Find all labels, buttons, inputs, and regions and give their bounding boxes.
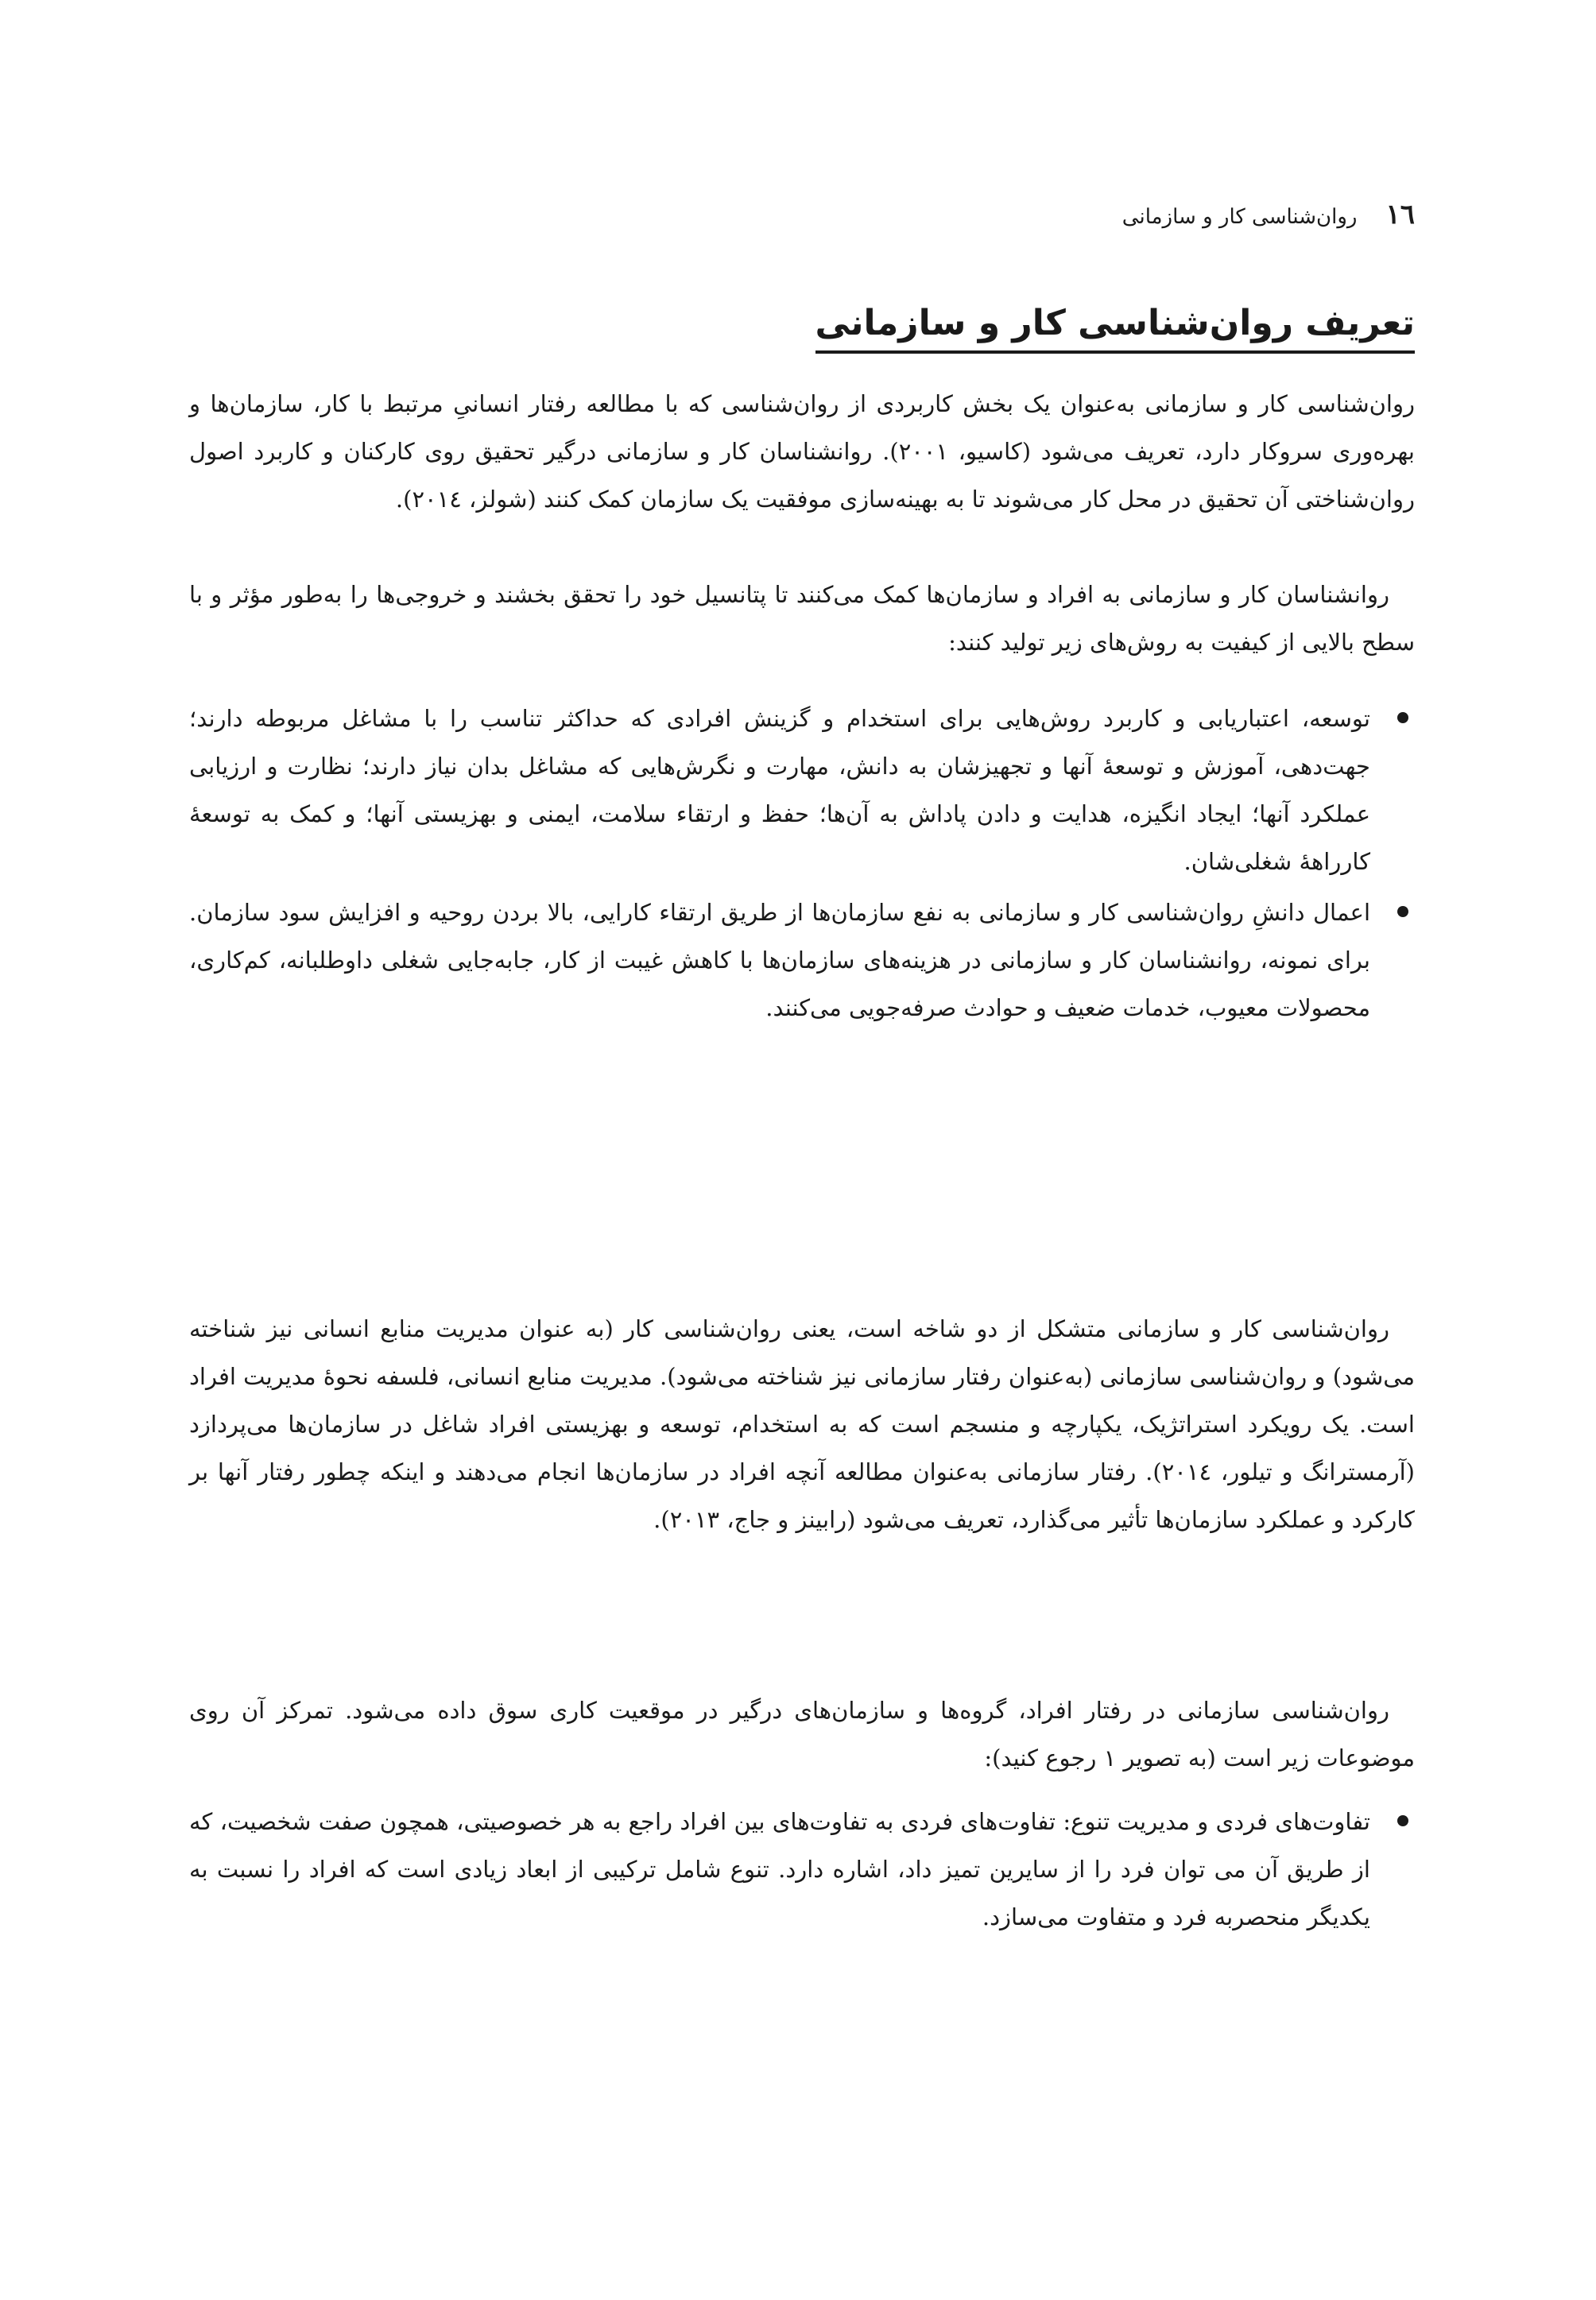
- running-header: [1122, 199, 1415, 230]
- paragraph-1: روان‌شناسی کار و سازمانی به‌عنوان یک بخش کاربردی از روان‌شناسی که با مطالعه رفتار انسانیِ مرتبط با کار، سازمان‌ها و بهره‌وری سروکار دارد، تعریف می‌شود (کاسیو، ٢٠٠١). روانشناسان کار و سازمانی درگیر تحقیق روی کارکنان و کاربرد اصول روان‌شناختی آن تحقیق در محل کار می‌شوند تا به بهینه‌سازی موفقیت یک سازمان کمک کنند (شولز، ٢٠١٤).: [189, 390, 1415, 513]
- paragraph-3: روان‌شناسی کار و سازمانی متشکل از دو شاخه است، یعنی روان‌شناسی کار (به عنوان مدیریت منابع انسانی نیز شناخته می‌شود) و روان‌شناسی سازمانی (به‌عنوان رفتار سازمانی نیز شناخته می‌شود). مدیریت منابع انسانی، فلسفه نحوهٔ مدیریت افراد است. یک رویکرد استراتژیک، یکپارچه و منسجم است که به استخدام، توسعه و بهزیستی افراد شاغل در سازمان‌ها می‌پردازد (آرمسترانگ و تیلور، ٢٠١٤). رفتار سازمانی به‌عنوان مطالعه آنچه افراد در سازمان‌ها انجام می‌دهند و اینکه چطور رفتار آنها بر کارکرد و عملکرد سازمان‌ها تأثیر می‌گذارد، تعریف می‌شود (رابینز و جاج، ٢٠١٣).: [189, 1315, 1415, 1533]
- page-number: ١٦: [1385, 199, 1415, 230]
- bullet-list-2: [189, 1798, 1415, 1941]
- section-heading: تعریف روان‌شناسی کار و سازمانی: [815, 300, 1416, 354]
- list-item-text: توسعه، اعتباریابی و کاربرد روش‌هایی برای استخدام و گزینش افرادی که حداکثر تناسب را با مشاغل مربوطه دارند؛ جهت‌دهی، آموزش و توسعهٔ آنها و تجهیزشان به دانش، مهارت و نگرش‌هایی که مشاغل بدان نیاز دارند؛ نظارت و ارزیابی عملکرد آنها؛ ایجاد انگیزه، هدایت و دادن پاداش به آن‌ها؛ حفظ و ارتقاء سلامت، ایمنی و بهزیستی آنها؛ و کمک به توسعهٔ کارراههٔ شغلی‌شان.: [189, 705, 1370, 875]
- bullet-list-1: [189, 695, 1415, 1032]
- list-item: [189, 889, 1415, 1032]
- book-title: روان‌شناسی کار و سازمانی: [1121, 205, 1358, 229]
- list-item-text: تفاوت‌های فردی و مدیریت تنوع: تفاوت‌های فردی به تفاوت‌های بین افراد راجع به هر خصوصیتی، همچون صفت شخصیت، که از طریق آن می توان فرد را از سایرین تمیز داد، اشاره دارد. تنوع شامل ترکیبی از ابعاد زیادی است که افراد را نسبت به یکدیگر منحصربه فرد و متفاوت می‌سازد.: [189, 1808, 1370, 1930]
- list-item: [189, 1798, 1415, 1941]
- bullet-icon: [1397, 1815, 1408, 1826]
- list-item: [189, 695, 1415, 885]
- bullet-icon: [1397, 712, 1408, 723]
- bullet-icon: [1397, 906, 1408, 917]
- paragraph-4: روان‌شناسی سازمانی در رفتار افراد، گروه‌ها و سازمان‌های درگیر در موقعیت کاری سوق داده می‌شود. تمرکز آن روی موضوعات زیر است (به تصویر ١ رجوع کنید):: [189, 1697, 1415, 1771]
- paragraph-2: روانشناسان کار و سازمانی به افراد و سازمان‌ها کمک می‌کنند تا پتانسیل خود را تحقق بخشند و خروجی‌ها را به‌طور مؤثر و با سطح بالایی از کیفیت به روش‌های زیر تولید کنند:: [189, 581, 1415, 656]
- list-item-text: اعمال دانشِ روان‌شناسی کار و سازمانی به نفع سازمان‌ها از طریق ارتقاء کارایی، بالا بردن روحیه و افزایش سود سازمان. برای نمونه، روانشناسان کار و سازمانی در هزینه‌های سازمان‌ها با کاهش غیبت از کار، جابه‌جایی شغلی داوطلبانه، کم‌کاری، محصولات معیوب، خدمات ضعیف و حوادث صرفه‌جویی می‌کنند.: [189, 899, 1371, 1021]
